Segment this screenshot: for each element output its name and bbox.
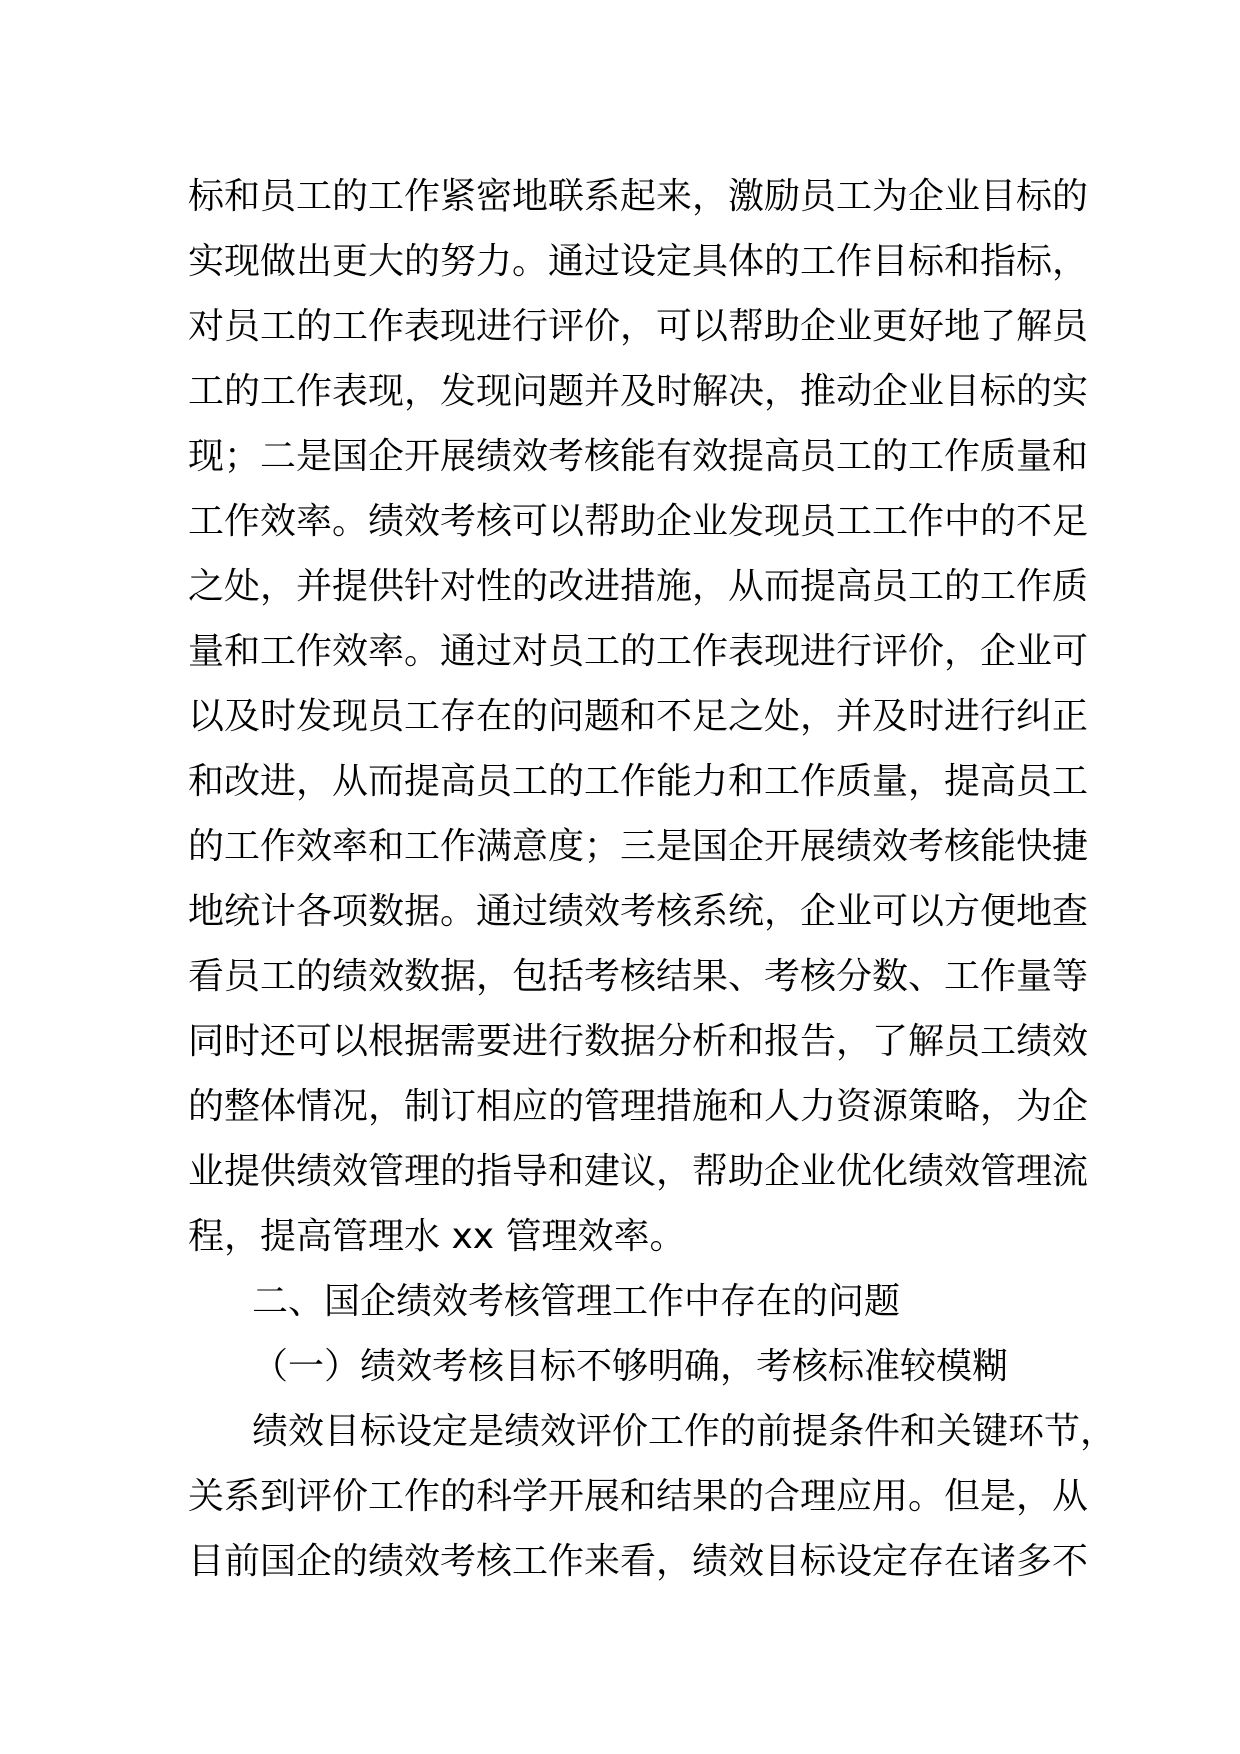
text-line: 现；二是国企开展绩效考核能有效提高员工的工作质量和 xyxy=(188,436,1089,477)
text-line: 程，提高管理水 xx 管理效率。 xyxy=(188,1216,686,1257)
section-heading: 二、国企绩效考核管理工作中存在的问题 xyxy=(252,1281,901,1322)
text-line: 工的工作表现，发现问题并及时解决，推动企业目标的实 xyxy=(188,371,1089,412)
text-line: 实现做出更大的努力。通过设定具体的工作目标和指标， xyxy=(188,241,1089,282)
subsection-heading: （一）绩效考核目标不够明确，考核标准较模糊 xyxy=(252,1346,1009,1387)
text-line: 之处，并提供针对性的改进措施，从而提高员工的工作质 xyxy=(188,566,1089,607)
text-line: 目前国企的绩效考核工作来看，绩效目标设定存在诸多不 xyxy=(188,1541,1089,1582)
text-line: 以及时发现员工存在的问题和不足之处，并及时进行纠正 xyxy=(188,696,1089,737)
text-line: 业提供绩效管理的指导和建议，帮助企业优化绩效管理流 xyxy=(188,1151,1089,1192)
text-line: 量和工作效率。通过对员工的工作表现进行评价，企业可 xyxy=(188,631,1089,672)
text-line: 和改进，从而提高员工的工作能力和工作质量，提高员工 xyxy=(188,761,1089,802)
text-line: 同时还可以根据需要进行数据分析和报告，了解员工绩效 xyxy=(188,1021,1089,1062)
paragraph-first-line: 绩效目标设定是绩效评价工作的前提条件和关键环节， xyxy=(252,1411,1117,1452)
body-text xyxy=(188,164,1117,1594)
text-line: 地统计各项数据。通过绩效考核系统，企业可以方便地查 xyxy=(188,891,1089,932)
text-line: 的工作效率和工作满意度；三是国企开展绩效考核能快捷 xyxy=(188,826,1089,867)
text-line: 工作效率。绩效考核可以帮助企业发现员工工作中的不足 xyxy=(188,501,1089,542)
text-line: 关系到评价工作的科学开展和结果的合理应用。但是，从 xyxy=(188,1476,1089,1517)
text-line: 标和员工的工作紧密地联系起来，激励员工为企业目标的 xyxy=(188,176,1089,217)
text-line: 对员工的工作表现进行评价，可以帮助企业更好地了解员 xyxy=(188,306,1089,347)
text-line: 看员工的绩效数据，包括考核结果、考核分数、工作量等 xyxy=(188,956,1089,997)
text-line: 的整体情况，制订相应的管理措施和人力资源策略，为企 xyxy=(188,1086,1089,1127)
